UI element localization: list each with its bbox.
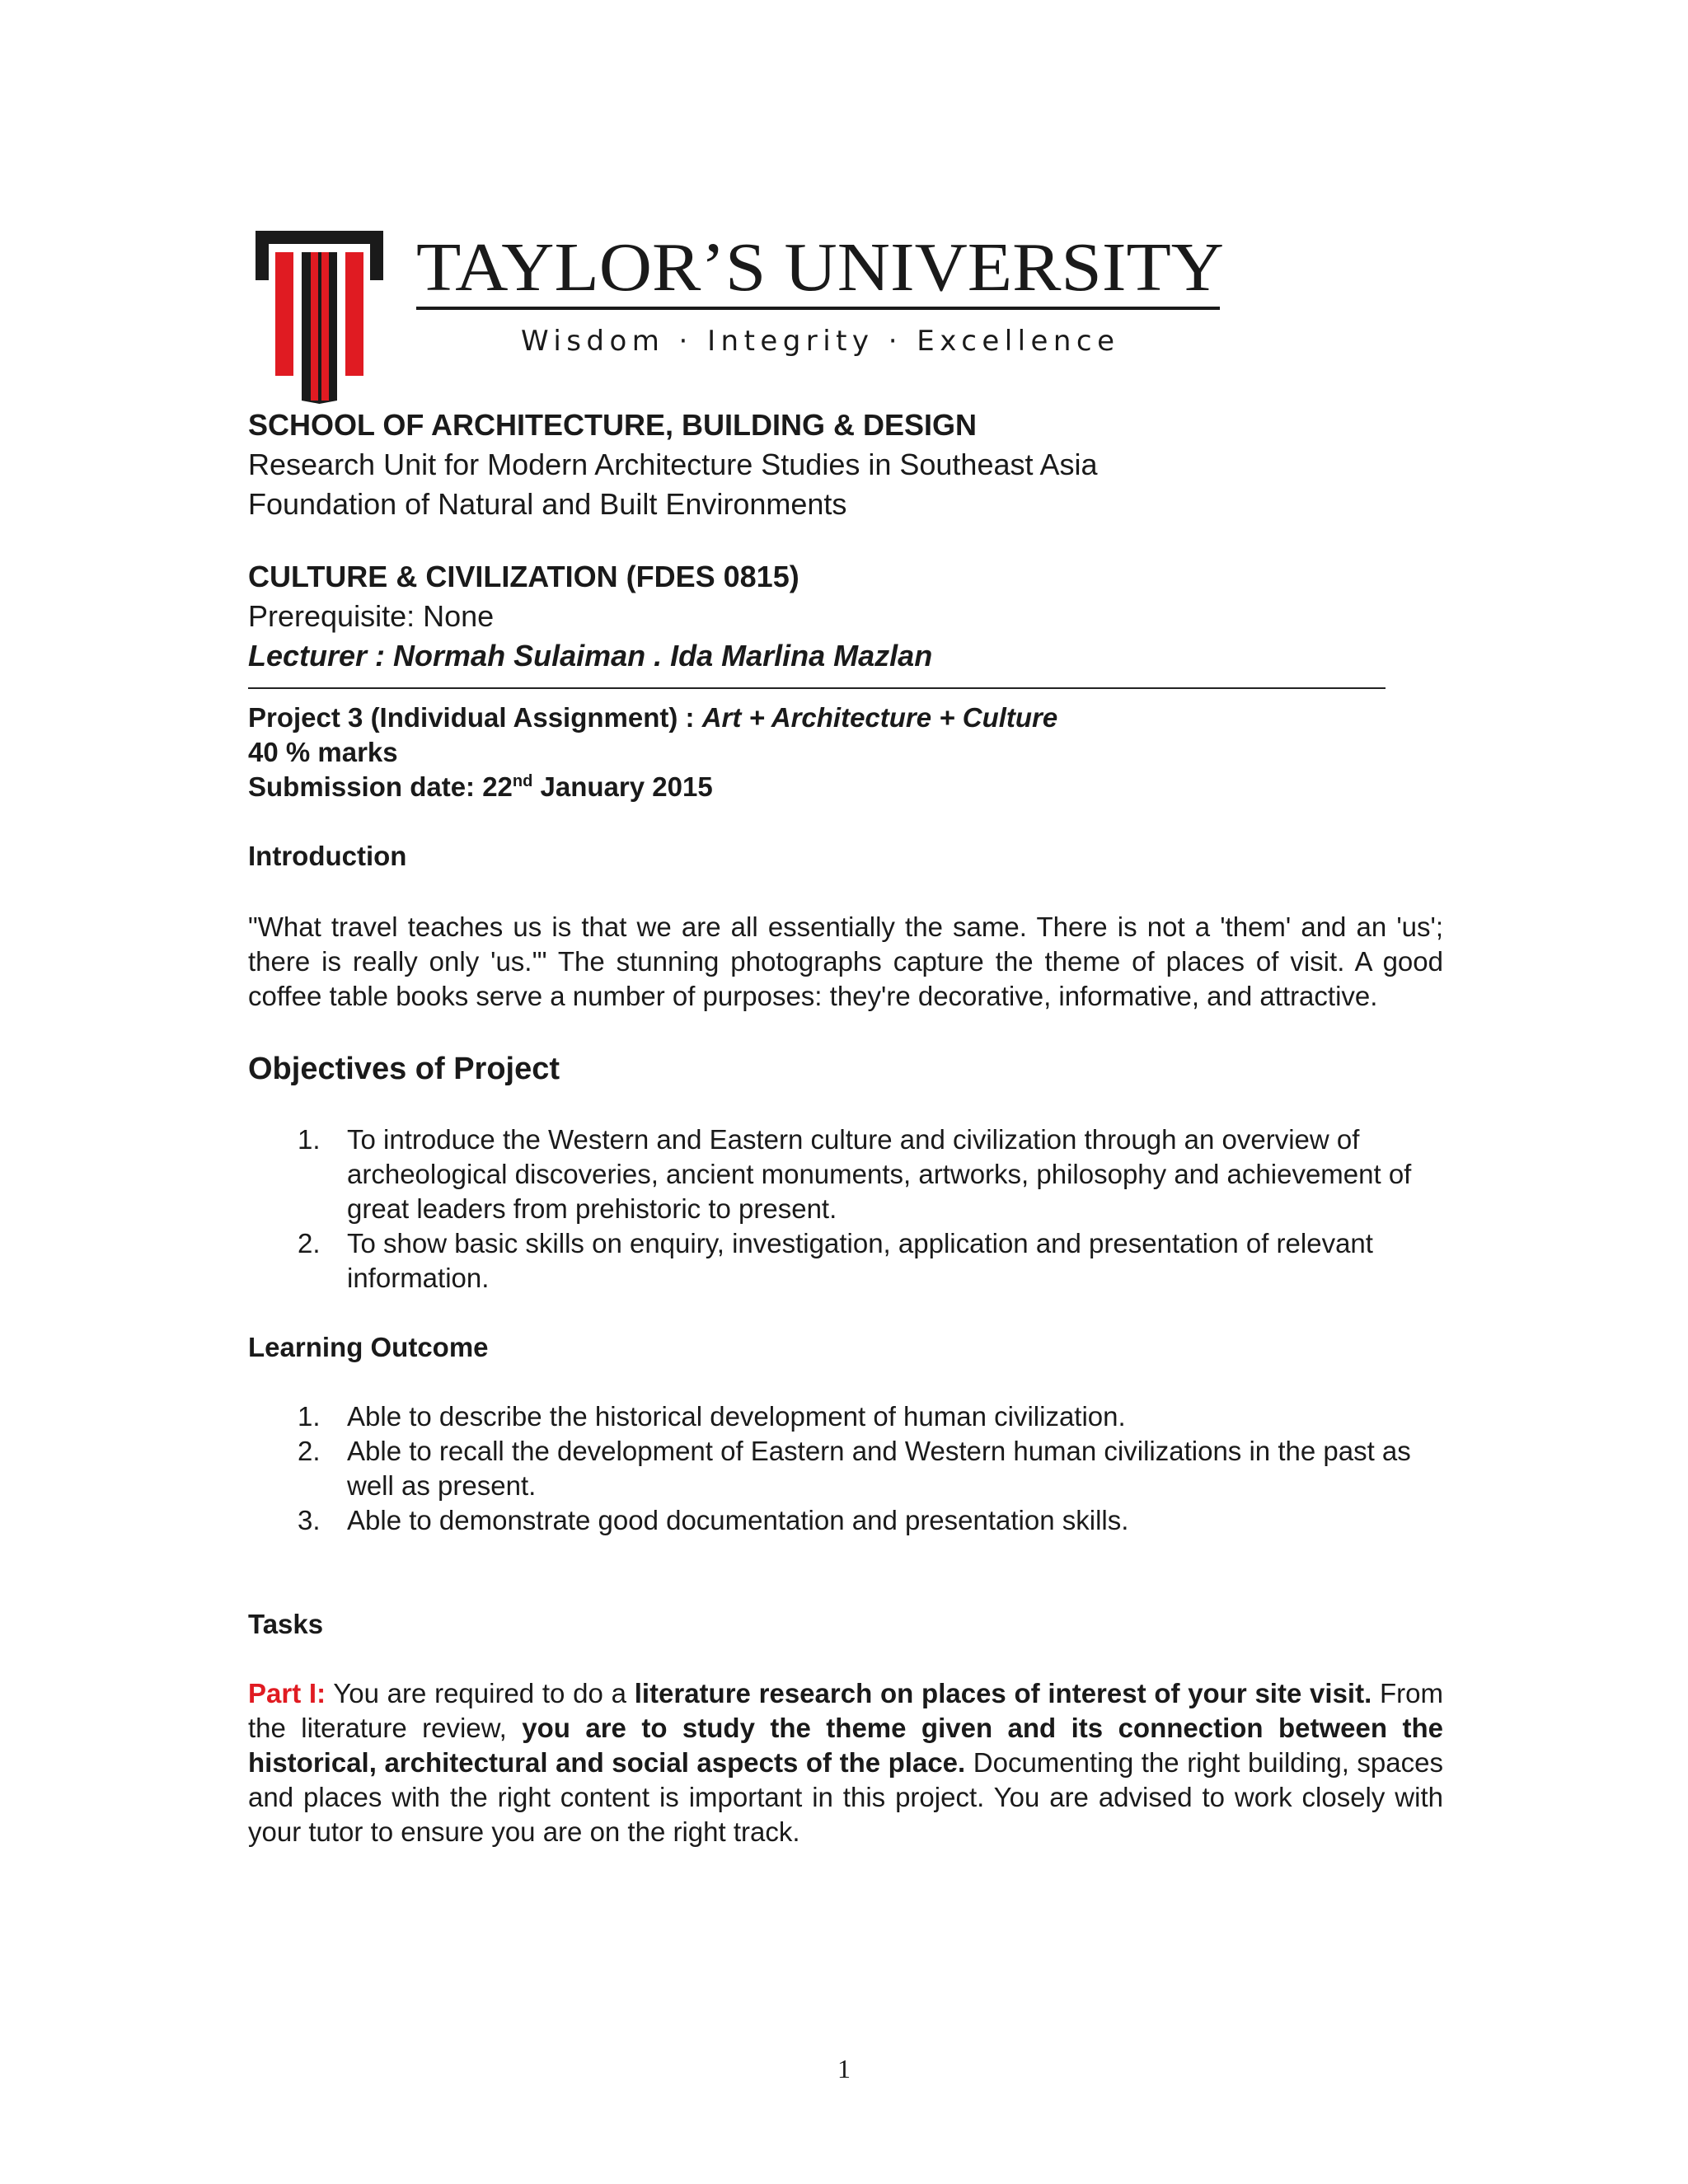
submission-suffix: January 2015 <box>532 771 713 802</box>
outcome-item <box>248 1399 1443 1434</box>
list-text: To show basic skills on enquiry, investigation, application and presentation of relevant information. <box>347 1228 1373 1293</box>
objective-item <box>248 1226 1443 1296</box>
list-number: 2. <box>298 1228 321 1258</box>
divider <box>248 687 1386 689</box>
learning-outcome-list <box>248 1399 1443 1538</box>
list-text: To introduce the Western and Eastern culture and civilization through an overview of archeological discoveries, ancient monuments, artworks, philosophy and achievement of great leaders from prehistoric to present. <box>347 1124 1412 1224</box>
learning-outcome-heading: Learning Outcome <box>248 1332 489 1362</box>
project-theme: Art + Architecture + Culture <box>701 702 1058 733</box>
task-text: You are required to do a <box>326 1678 635 1708</box>
outcome-item <box>248 1503 1443 1538</box>
lecturer: Lecturer : Normah Sulaiman . Ida Marlina Mazlan <box>248 639 933 673</box>
submission-prefix: Submission date: 22 <box>248 771 513 802</box>
list-number: 1. <box>298 1401 321 1432</box>
crest-icon <box>256 231 383 404</box>
document-body <box>248 405 1443 1849</box>
submission-sup: nd <box>512 772 533 790</box>
list-text: Able to describe the historical development of human civilization. <box>347 1401 1126 1432</box>
course-title: CULTURE & CIVILIZATION (FDES 0815) <box>248 560 799 593</box>
task-text: Documenting the right building, spaces and places with the right content is important in this project. You are advised to work closely with your tutor to ensure you are on the right track. <box>248 1747 1443 1847</box>
list-text: Able to demonstrate good documentation and presentation skills. <box>347 1505 1129 1535</box>
task-emphasis: you are to study the theme given and its connection between the historical, architectural and social aspects of the place. <box>248 1713 1443 1778</box>
task-emphasis: literature research on places of interest of your site visit. <box>634 1678 1372 1708</box>
project-marks: 40 % marks <box>248 737 398 767</box>
objectives-list <box>248 1122 1443 1296</box>
school-name: SCHOOL OF ARCHITECTURE, BUILDING & DESIGN <box>248 408 978 442</box>
outcome-item <box>248 1434 1443 1503</box>
prerequisite: Prerequisite: None <box>248 599 495 633</box>
list-number: 2. <box>298 1436 321 1466</box>
submission-date <box>248 770 1443 804</box>
logo-wordmark: TAYLOR’S UNIVERSITY <box>416 231 1224 306</box>
introduction-heading: Introduction <box>248 841 407 871</box>
introduction-text: "What travel teaches us is that we are all essentially the same. There is not a 'them' and an 'us'; there is really only 'us.'" The stunning photographs capture the theme of places of visit. A good coffee table books serve a number of purposes: they're decorative, informative, and attractive. <box>248 912 1443 1011</box>
research-unit: Research Unit for Modern Architecture Studies in Southeast Asia <box>248 448 1098 481</box>
university-logo <box>256 231 1228 404</box>
logo-motto: Wisdom · Integrity · Excellence <box>521 325 1114 358</box>
page-number: 1 <box>837 2054 851 2083</box>
project-line <box>248 701 1443 735</box>
objectives-heading: Objectives of Project <box>248 1052 560 1086</box>
tasks-heading: Tasks <box>248 1609 324 1639</box>
project-label: Project 3 (Individual Assignment) : <box>248 702 702 733</box>
tasks-part-one <box>248 1676 1443 1849</box>
list-text: Able to recall the development of Eastern and Western human civilizations in the past as well as present. <box>347 1436 1411 1501</box>
list-number: 3. <box>298 1505 321 1535</box>
programme-name: Foundation of Natural and Built Environments <box>248 487 847 521</box>
list-number: 1. <box>298 1124 321 1155</box>
objective-item <box>248 1122 1443 1226</box>
part-label: Part I: <box>248 1678 326 1708</box>
task-text: From the literature review, <box>248 1678 1443 1743</box>
